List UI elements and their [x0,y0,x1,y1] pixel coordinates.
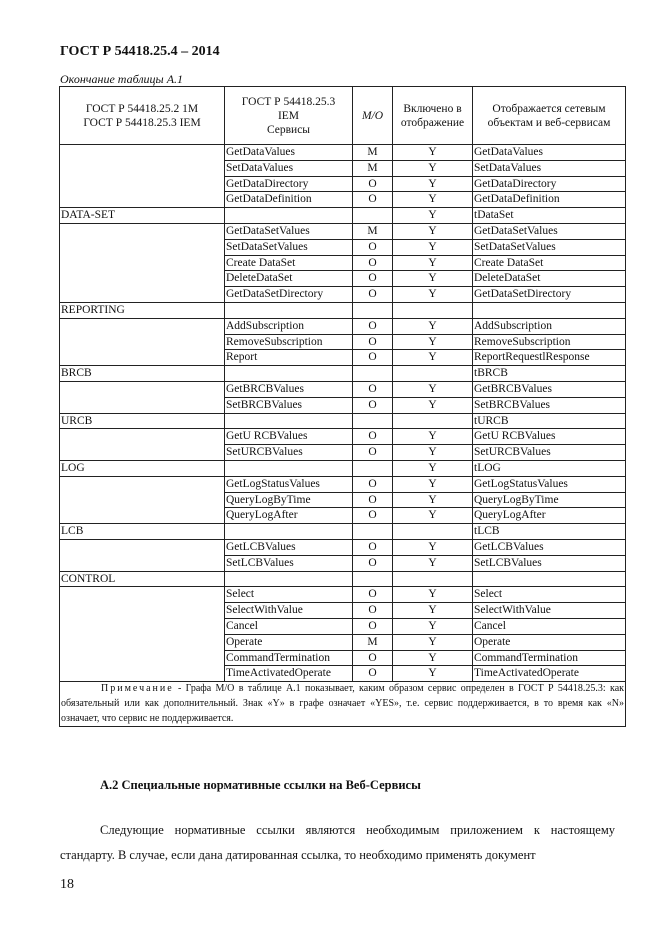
section-title: А.2 Специальные нормативные ссылки на Веб-Сервисы [100,778,421,792]
mo-cell: O [353,492,393,508]
table-header-row [60,87,626,145]
service-cell: QueryLogAfter [225,508,353,524]
mo-cell: O [353,334,393,350]
table-caption: Окончание таблицы А.1 [60,72,184,86]
group-cell-empty [60,429,225,461]
table-note [60,682,626,727]
group-cell-empty [60,587,225,682]
table-row [60,381,626,397]
service-cell: Operate [225,634,353,650]
service-cell: QueryLogByTime [225,492,353,508]
included-cell: Y [393,460,473,476]
mo-cell: O [353,271,393,287]
service-cell [225,571,353,587]
mapped-cell: GetDataSetDirectory [473,287,626,303]
service-cell: TimeActivatedOperate [225,666,353,682]
table-body [60,145,626,682]
service-cell: Create DataSet [225,255,353,271]
table-row [60,302,626,318]
group-cell-empty [60,476,225,523]
service-cell: GetDataSetValues [225,223,353,239]
service-cell: GetLogStatusValues [225,476,353,492]
mo-cell: M [353,160,393,176]
mapped-cell: SetLCBValues [473,555,626,571]
mo-cell: M [353,145,393,161]
mo-cell: O [353,603,393,619]
group-cell-empty [60,318,225,365]
service-cell [225,460,353,476]
included-cell [393,524,473,540]
mo-cell [353,208,393,224]
group-cell: LCB [60,524,225,540]
included-cell [393,366,473,382]
service-cell: GetLCBValues [225,539,353,555]
page-number: 18 [60,877,74,892]
service-cell [225,208,353,224]
included-cell: Y [393,334,473,350]
service-cell: SetURCBValues [225,445,353,461]
mapped-cell: TimeActivatedOperate [473,666,626,682]
included-cell: Y [393,192,473,208]
mapped-cell: GetBRCBValues [473,381,626,397]
service-cell: SetDataValues [225,160,353,176]
mapped-cell: SelectWithValue [473,603,626,619]
mo-cell: O [353,350,393,366]
mo-cell: O [353,318,393,334]
mapped-cell: SetURCBValues [473,445,626,461]
mo-cell: O [353,539,393,555]
mapped-cell: Operate [473,634,626,650]
mapped-cell: QueryLogAfter [473,508,626,524]
mapped-cell: Select [473,587,626,603]
mo-cell [353,571,393,587]
mo-cell: O [353,429,393,445]
included-cell: Y [393,508,473,524]
included-cell: Y [393,476,473,492]
included-cell: Y [393,208,473,224]
included-cell: Y [393,603,473,619]
mapped-cell: QueryLogByTime [473,492,626,508]
included-cell: Y [393,539,473,555]
included-cell: Y [393,255,473,271]
table-row [60,460,626,476]
note-text: - Графа М/О в таблице А.1 показывает, каким образом сервис определен в ГОСТ Р 54418.25.3: как обязательный или как дополнительный. Знак «Y» в графе означает «YES», т.е. сервис поддерживается, в то время как «N» означает, что сервис не поддерживается. [61,683,624,724]
mapped-cell [473,571,626,587]
included-cell: Y [393,287,473,303]
mapped-cell: DeleteDataSet [473,271,626,287]
mapped-cell: GetLCBValues [473,539,626,555]
table-row [60,571,626,587]
service-cell: CommandTermination [225,650,353,666]
note-lead: Примечание [101,683,174,695]
group-cell: CONTROL [60,571,225,587]
included-cell: Y [393,666,473,682]
mapped-cell: SetDataSetValues [473,239,626,255]
mo-cell [353,460,393,476]
included-cell [393,571,473,587]
table-row [60,223,626,239]
mo-cell [353,302,393,318]
col-header-mapped: Отображается сетевым объектам и веб-сервисам [473,87,626,145]
service-cell: SetLCBValues [225,555,353,571]
mo-cell: O [353,287,393,303]
included-cell: Y [393,350,473,366]
mapped-cell [473,302,626,318]
included-cell: Y [393,239,473,255]
mapped-cell: SetDataValues [473,160,626,176]
mo-cell: O [353,587,393,603]
included-cell: Y [393,145,473,161]
service-cell [225,524,353,540]
included-cell: Y [393,160,473,176]
mapped-cell: Cancel [473,618,626,634]
table-row [60,476,626,492]
mo-cell: O [353,476,393,492]
service-cell: GetDataValues [225,145,353,161]
mapped-cell: GetDataValues [473,145,626,161]
mo-cell: O [353,192,393,208]
service-cell: Report [225,350,353,366]
table-row [60,524,626,540]
included-cell [393,413,473,429]
mapped-cell: AddSubscription [473,318,626,334]
service-cell: Cancel [225,618,353,634]
group-cell-empty [60,145,225,208]
col-header-mo: М/О [353,87,393,145]
group-cell: REPORTING [60,302,225,318]
mapped-cell: GetDataSetValues [473,223,626,239]
col-header-included: Включено в отображение [393,87,473,145]
mo-cell: O [353,239,393,255]
group-cell-empty [60,381,225,413]
mapped-cell: tLCB [473,524,626,540]
mapped-cell: GetLogStatusValues [473,476,626,492]
included-cell: Y [393,555,473,571]
mapped-cell: GetU RCBValues [473,429,626,445]
included-cell: Y [393,445,473,461]
mapped-cell: GetDataDefinition [473,192,626,208]
table-row [60,587,626,603]
included-cell: Y [393,429,473,445]
included-cell [393,302,473,318]
mo-cell [353,366,393,382]
mo-cell: O [353,397,393,413]
mo-cell: O [353,666,393,682]
mo-cell: M [353,223,393,239]
col-header-services: ГОСТ Р 54418.25.3 IЕМ Сервисы [225,87,353,145]
included-cell: Y [393,318,473,334]
mapped-cell: RemoveSubscription [473,334,626,350]
service-cell [225,413,353,429]
body-paragraph: Следующие нормативные ссылки являются необходимым приложением к настоящему стандарту. В случае, если дана датированная ссылка, то необходимо применять документ [60,823,615,862]
col-header-standard: ГОСТ Р 54418.25.2 1М ГОСТ Р 54418.25.3 IЕМ [60,87,225,145]
mo-cell [353,524,393,540]
service-cell: Select [225,587,353,603]
group-cell-empty [60,539,225,571]
table-row [60,413,626,429]
included-cell: Y [393,650,473,666]
mo-cell: O [353,381,393,397]
table-note-row [60,682,626,727]
mapped-cell: Create DataSet [473,255,626,271]
service-cell: SelectWithValue [225,603,353,619]
service-cell: SetBRCBValues [225,397,353,413]
document-header: ГОСТ Р 54418.25.4 – 2014 [60,44,220,59]
service-cell: SetDataSetValues [225,239,353,255]
included-cell: Y [393,381,473,397]
table-row [60,208,626,224]
included-cell: Y [393,176,473,192]
mo-cell: O [353,650,393,666]
service-cell: GetDataDirectory [225,176,353,192]
mo-cell: O [353,618,393,634]
table-row [60,318,626,334]
group-cell: URCB [60,413,225,429]
included-cell: Y [393,223,473,239]
service-cell: AddSubscription [225,318,353,334]
mo-cell: O [353,176,393,192]
service-cell: GetDataDefinition [225,192,353,208]
table-row [60,429,626,445]
service-cell: DeleteDataSet [225,271,353,287]
service-cell: RemoveSubscription [225,334,353,350]
mo-cell: M [353,634,393,650]
table-row [60,145,626,161]
included-cell: Y [393,587,473,603]
mo-cell: O [353,508,393,524]
mo-cell [353,413,393,429]
mapped-cell: GetDataDirectory [473,176,626,192]
included-cell: Y [393,397,473,413]
mo-cell: O [353,555,393,571]
group-cell-empty [60,223,225,302]
included-cell: Y [393,492,473,508]
mapped-cell: tDataSet [473,208,626,224]
mapped-cell: ReportRequestlResponse [473,350,626,366]
group-cell: DATA-SET [60,208,225,224]
service-cell [225,302,353,318]
mo-cell: O [353,255,393,271]
table-row [60,539,626,555]
service-cell: GetDataSetDirectory [225,287,353,303]
mapped-cell: tLOG [473,460,626,476]
table-row [60,366,626,382]
mapped-cell: tBRCB [473,366,626,382]
mo-cell: O [353,445,393,461]
service-cell: GetU RCBValues [225,429,353,445]
mapped-cell: CommandTermination [473,650,626,666]
mapped-cell: SetBRCBValues [473,397,626,413]
group-cell: LOG [60,460,225,476]
included-cell: Y [393,634,473,650]
service-cell: GetBRCBValues [225,381,353,397]
service-cell [225,366,353,382]
services-table [59,86,626,727]
included-cell: Y [393,618,473,634]
group-cell: BRCB [60,366,225,382]
included-cell: Y [393,271,473,287]
mapped-cell: tURCB [473,413,626,429]
